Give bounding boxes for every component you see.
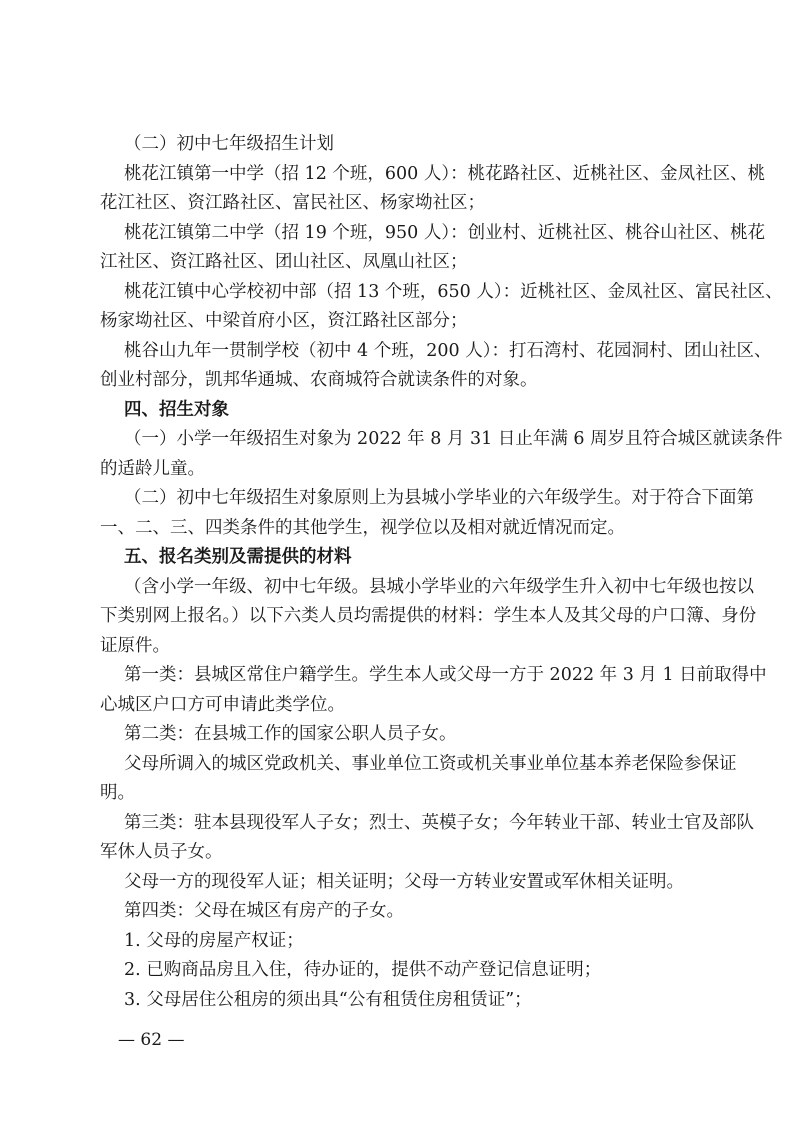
- paragraph: [100, 337, 772, 396]
- text-line: 江社区、资江路社区、团山社区、凤凰山社区；: [100, 252, 468, 272]
- text-line: （二）初中七年级招生计划: [124, 134, 334, 154]
- text-line: 桃谷山九年一贯制学校（初中 4 个班，200 人）：打石湾村、花园洞村、团山社区、: [124, 340, 772, 361]
- subsection-heading: [100, 130, 695, 160]
- text-line: 军休人员子女。: [100, 842, 223, 862]
- text-line: 第一类：县城区常住户籍学生。学生本人或父母一方于 2022 年 3 月 1 日前取得中: [124, 665, 767, 685]
- paragraph: [100, 219, 766, 278]
- text-line: （二）初中七年级招生对象原则上为县城小学毕业的六年级学生。对于符合下面第: [124, 488, 754, 508]
- paragraph: [100, 661, 767, 720]
- text-line: 明。: [100, 783, 135, 803]
- text-line: 一、二、三、四类条件的其他学生，视学位以及相对就近情况而定。: [100, 517, 625, 538]
- paragraph: [100, 750, 737, 809]
- paragraph: [100, 484, 754, 543]
- paragraph: [100, 573, 757, 662]
- text-line: 杨家坳社区、中梁首府小区，资江路社区部分；: [100, 311, 468, 331]
- page-number: — 62 —: [118, 1030, 185, 1050]
- text-line: 桃花江镇中心学校初中部（招 13 个班，650 人）：近桃社区、金凤社区、富民社区、: [124, 281, 783, 302]
- paragraph: [100, 927, 695, 957]
- text-line: （一）小学一年级招生对象为 2022 年 8 月 31 日止年满 6 周岁且符合城区就读条件: [124, 429, 783, 449]
- text-line: 第四类：父母在城区有房产的子女。: [124, 901, 404, 921]
- paragraph: [100, 986, 695, 1016]
- text-line: 桃花江镇第一中学（招 12 个班，600 人）：桃花路社区、近桃社区、金凤社区、桃: [124, 163, 766, 184]
- text-line: 1. 父母的房屋产权证；: [124, 930, 304, 951]
- section-heading: [100, 543, 695, 573]
- text-line: （含小学一年级、初中七年级。县城小学毕业的六年级学生升入初中七年级也按以: [124, 576, 754, 597]
- text-line: 3. 父母居住公租房的须出具“公有租赁住房租赁证”；: [124, 989, 532, 1010]
- text-line: 花江社区、资江路社区、富民社区、杨家坳社区；: [100, 193, 485, 213]
- text-line: 桃花江镇第二中学（招 19 个班，950 人）：创业村、近桃社区、桃谷山社区、桃花: [124, 222, 766, 243]
- text-line: 创业村部分，凯邦华通城、农商城符合就读条件的对象。: [100, 370, 538, 390]
- paragraph: [100, 809, 754, 868]
- text-line: 父母所调入的城区党政机关、事业单位工资或机关事业单位基本养老保险参保证: [124, 753, 737, 774]
- text-line: 四、招生对象: [124, 399, 229, 420]
- paragraph: [100, 720, 695, 750]
- text-line: 2. 已购商品房且入住，待办证的，提供不动产登记信息证明；: [124, 960, 602, 980]
- paragraph: [100, 278, 783, 337]
- text-line: 五、报名类别及需提供的材料: [124, 547, 352, 567]
- text-line: 下类别网上报名。）以下六类人员均需提供的材料：学生本人及其父母的户口簿、身份: [100, 606, 757, 626]
- document-body: [100, 130, 783, 1015]
- text-line: 的适龄儿童。: [100, 458, 205, 479]
- paragraph: [100, 160, 766, 219]
- text-line: 第二类：在县城工作的国家公职人员子女。: [124, 724, 457, 744]
- paragraph: [100, 897, 695, 927]
- text-line: 第三类：驻本县现役军人子女；烈士、英模子女；今年转业干部、转业士官及部队: [124, 812, 754, 833]
- paragraph: [100, 868, 695, 898]
- paragraph: [100, 956, 695, 986]
- text-line: 证原件。: [100, 635, 170, 656]
- text-line: 父母一方的现役军人证；相关证明；父母一方转业安置或军休相关证明。: [124, 871, 684, 892]
- text-line: 心城区户口方可申请此类学位。: [100, 694, 345, 715]
- paragraph: [100, 425, 783, 484]
- section-heading: [100, 396, 695, 426]
